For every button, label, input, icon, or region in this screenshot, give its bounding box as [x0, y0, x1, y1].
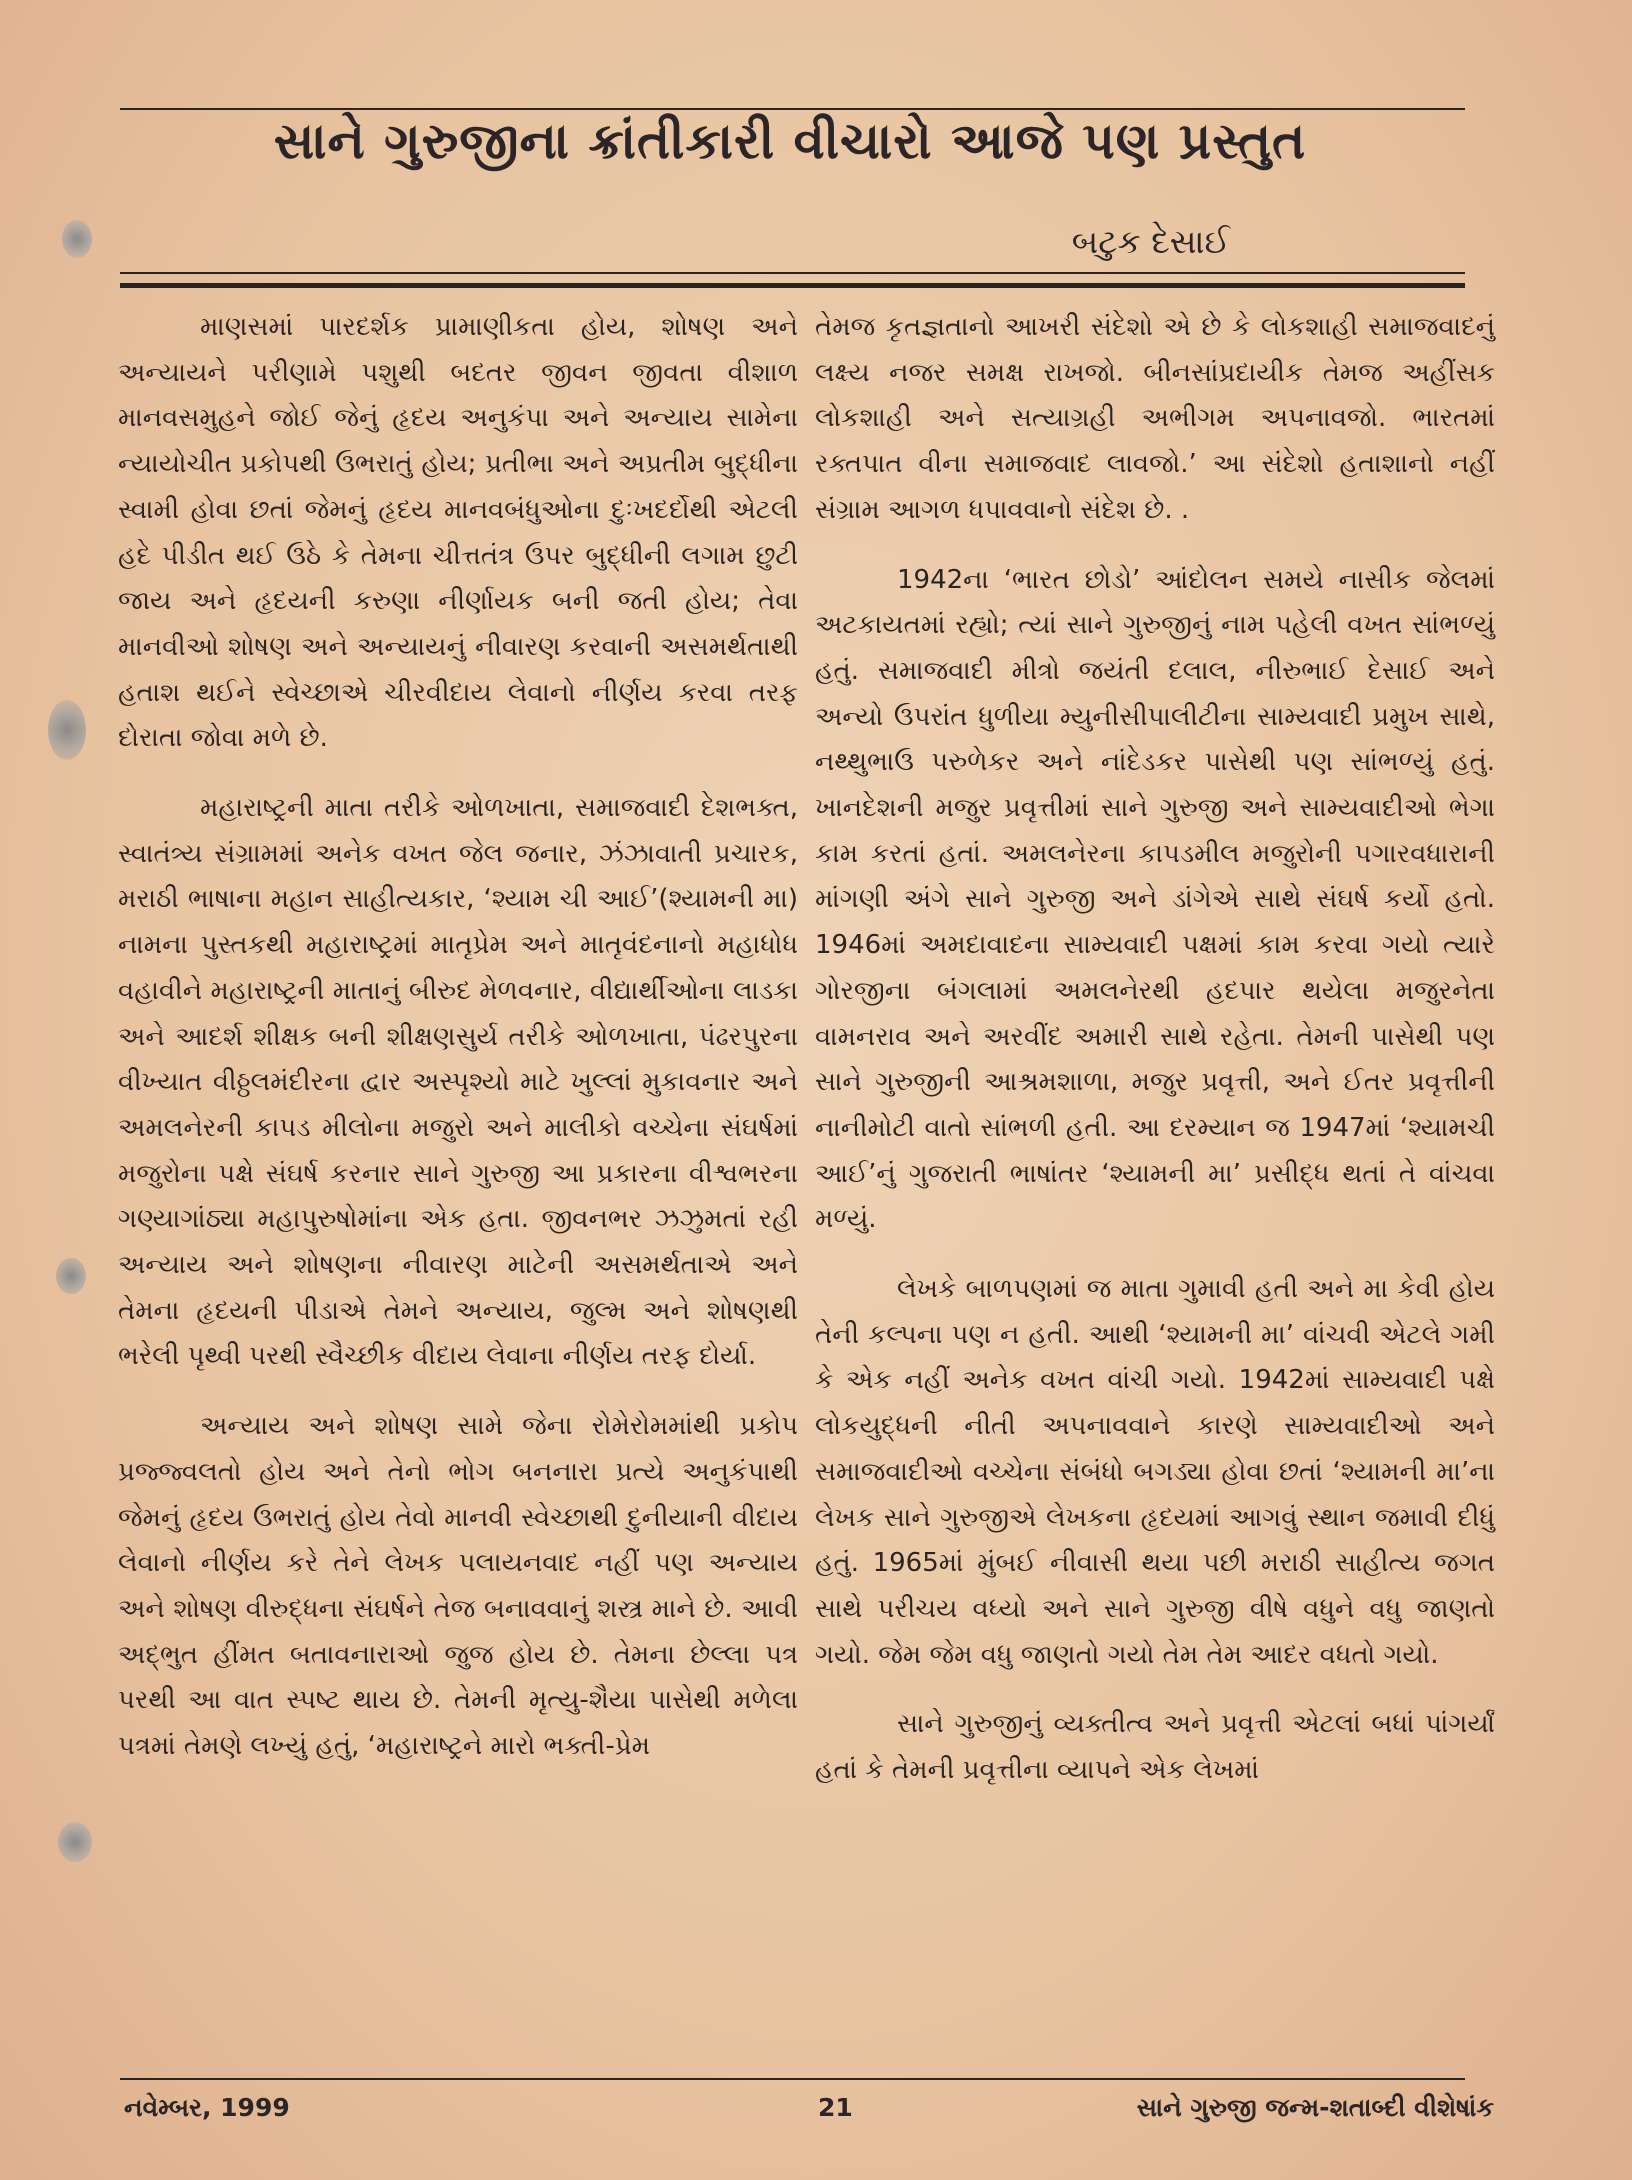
footer-date: નવેમ્બર, 1999 [124, 2093, 290, 2122]
title-bottom-rule-thin [120, 272, 1465, 274]
punch-hole-top [62, 220, 92, 258]
paragraph: સાને ગુરુજીનું વ્યક્તીત્વ અને પ્રવૃત્તી એટલાં બધાં પાંગર્યાં હતાં કે તેમની પ્રવૃત્તીના વ્યાપને એક લેખમાં [815, 1709, 1495, 1786]
paragraph: અન્યાય અને શોષણ સામે જેના રોમેરોમમાંથી પ્રકોપ પ્રજ્જ્વલતો હોય અને તેનો ભોગ બનનારા પ્રત્યે અનુકંપાથી જેમનું હૃદય ઉભરાતું હોય તેવો માનવી સ્વેચ્છાથી દુનીયાની વીદાય લેવાનો નીર્ણય કરે તેને લેખક પલાયનવાદ નહીં પણ અન્યાય અને શોષણ વીરુદ્ધના સંઘર્ષને તેજ બનાવવાનું શસ્ત્ર માને છે. આવી અદ્‌ભુત હીંમત બતાવનારાઓ જુજ હોય છે. તેમના છેલ્લા પત્ર પરથી આ વાત સ્પષ્ટ થાય છે. તેમની મૃત્યુ-શૈયા પાસેથી મળેલા પત્રમાં તેમણે લખ્યું હતું, ‘મહારાષ્ટ્રને મારો ભક્તી-પ્રેમ [118, 1411, 798, 1762]
title-bottom-rule-thick [120, 283, 1465, 288]
punch-hole-lower [56, 1258, 86, 1294]
paragraph: મહારાષ્ટ્રની માતા તરીકે ઓળખાતા, સમાજવાદી દેશભક્ત, સ્વાતંત્ર્ય સંગ્રામમાં અનેક વખત જેલ જનાર, ઝંઝાવાતી પ્રચારક, મરાઠી ભાષાના મહાન સાહીત્યકાર, ‘શ્યામ ચી આઈ’(શ્યામની મા) નામના પુસ્તકથી મહારાષ્ટ્રમાં માતૃપ્રેમ અને માતૃવંદનાનો મહાધોધ વહાવીને મહારાષ્ટ્રની માતાનું બીરુદ મેળવનાર, વીદ્યાર્થીઓના લાડકા અને આદર્શ શીક્ષક બની શીક્ષણસુર્ય તરીકે ઓળખાતા, પંઢરપુરના વીખ્યાત વીઠ્ઠલમંદીરના દ્વાર અસ્પૃશ્યો માટે ખુલ્લાં મુકાવનાર અને અમલનેરની કાપડ મીલોના મજુરો અને માલીકો વચ્ચેના સંઘર્ષમાં મજુરોના પક્ષે સંઘર્ષ કરનાર સાને ગુરુજી આ પ્રકારના વીશ્વભરના ગણ્યાગાંઠ્યા મહાપુરુષોમાંના એક હતા. જીવનભર ઝઝુમતાં રહી અન્યાય અને શોષણના નીવારણ માટેની અસમર્થતાએ અને તેમના હૃદયની પીડાએ તેમને અન્યાય, જુલ્મ અને શોષણથી ભરેલી પૃથ્વી પરથી સ્વૈચ્છીક વીદાય લેવાના નીર્ણય તરફ દોર્યા. [118, 793, 798, 1372]
paragraph: લેખકે બાળપણમાં જ માતા ગુમાવી હતી અને મા કેવી હોય તેની કલ્પના પણ ન હતી. આથી ‘શ્યામની મા’ વાંચવી એટલે ગમી કે એક નહીં અનેક વખત વાંચી ગયો. 1942માં સામ્યવાદી પક્ષે લોકયુદ્ધની નીતી અપનાવવાને કારણે સામ્યવાદીઓ અને સમાજવાદીઓ વચ્ચેના સંબંધો બગડ્યા હોવા છતાં ‘શ્યામની મા’ના લેખક સાને ગુરુજીએ લેખકના હૃદયમાં આગવું સ્થાન જમાવી દીધું હતું. 1965માં મુંબઈ નીવાસી થયા પછી મરાઠી સાહીત્ય જગત સાથે પરીચય વધ્યો અને સાને ગુરુજી વીષે વધુને વધુ જાણતો ગયો. જેમ જેમ વધુ જાણતો ગયો તેમ તેમ આદર વધતો ગયો. [815, 1274, 1495, 1670]
footer-rule [120, 2078, 1465, 2080]
paragraph: માણસમાં પારદર્શક પ્રામાણીકતા હોય, શોષણ અને અન્યાયને પરીણામે પશુથી બદતર જીવન જીવતા વીશાળ માનવસમુહને જોઈ જેનું હૃદય અનુકંપા અને અન્યાય સામેના ન્યાયોચીત પ્રકોપથી ઉભરાતું હોય; પ્રતીભા અને અપ્રતીમ બુદ્ધીના સ્વામી હોવા છતાં જેમનું હૃદય માનવબંધુઓના દુઃખદર્દોથી એટલી હદે પીડીત થઈ ઉઠે કે તેમના ચીત્તતંત્ર ઉપર બુદ્ધીની લગામ છુટી જાય અને હૃદયની કરુણા નીર્ણાયક બની જતી હોય; તેવા માનવીઓ શોષણ અને અન્યાયનું નીવારણ કરવાની અસમર્થતાથી હતાશ થઈને સ્વેચ્છાએ ચીરવીદાય લેવાનો નીર્ણય કરવા તરફ દોરાતા જોવા મળે છે. [118, 312, 798, 754]
page-number: 21 [818, 2093, 853, 2122]
article-title: સાને ગુરુજીના ક્રાંતીકારી વીચારો આજે પણ પ્રસ્તુત [273, 112, 1307, 170]
paragraph-continued: તેમજ કૃતજ્ઞતાનો આખરી સંદેશો એ છે કે લોકશાહી સમાજવાદનું લક્ષ્ય નજર સમક્ષ રાખજો. બીનસાંપ્રદાયીક તેમજ અહીંસક લોકશાહી અને સત્યાગ્રહી અભીગમ અપનાવજો. ભારતમાં રક્તપાત વીના સમાજવાદ લાવજો.’ આ સંદેશો હતાશાનો નહીં સંગ્રામ આગળ ધપાવવાનો સંદેશ છે. . [815, 312, 1495, 525]
left-column [118, 305, 798, 1794]
footer-publication: સાને ગુરુજી જન્મ-શતાબ્દી વીશેષાંક [1136, 2093, 1494, 2122]
paragraph: 1942ના ‘ભારત છોડો’ આંદોલન સમયે નાસીક જેલમાં અટકાયતમાં રહ્યો; ત્યાં સાને ગુરુજીનું નામ પહેલી વખત સાંભળ્યું હતું. સમાજવાદી મીત્રો જયંતી દલાલ, નીરુભાઈ દેસાઈ અને અન્યો ઉપરાંત ધુળીયા મ્યુનીસીપાલીટીના સામ્યવાદી પ્રમુખ સાથે, નથ્થુભાઉ પરુળેકર અને નાંદેડકર પાસેથી પણ સાંભળ્યું હતું. ખાનદેશની મજુર પ્રવૃત્તીમાં સાને ગુરુજી અને સામ્યવાદીઓ ભેગા કામ કરતાં હતાં. અમલનેરના કાપડમીલ મજુરોની પગારવધારાની માંગણી અંગે સાને ગુરુજી અને ડાંગેએ સાથે સંઘર્ષ કર્યો હતો. 1946માં અમદાવાદના સામ્યવાદી પક્ષમાં કામ કરવા ગયો ત્યારે ગોરજીના બંગલામાં અમલનેરથી હદપાર થયેલા મજુરનેતા વામનરાવ અને અરવીંદ અમારી સાથે રહેતા. તેમની પાસેથી પણ સાને ગુરુજીની આશ્રમશાળા, મજુર પ્રવૃત્તી, અને ઈતર પ્રવૃત્તીની નાનીમોટી વાતો સાંભળી હતી. આ દરમ્યાન જ 1947માં ‘શ્યામચી આઈ’નું ગુજરાતી ભાષાંતર ‘શ્યામની મા’ પ્રસીદ્ધ થતાં તે વાંચવા મળ્યું. [815, 564, 1495, 1235]
punch-hole-middle [48, 700, 86, 760]
right-column [815, 305, 1495, 1818]
article-author: બટુક દેસાઈ [1071, 222, 1230, 261]
title-top-rule [120, 108, 1465, 110]
punch-hole-bottom [58, 1822, 92, 1862]
